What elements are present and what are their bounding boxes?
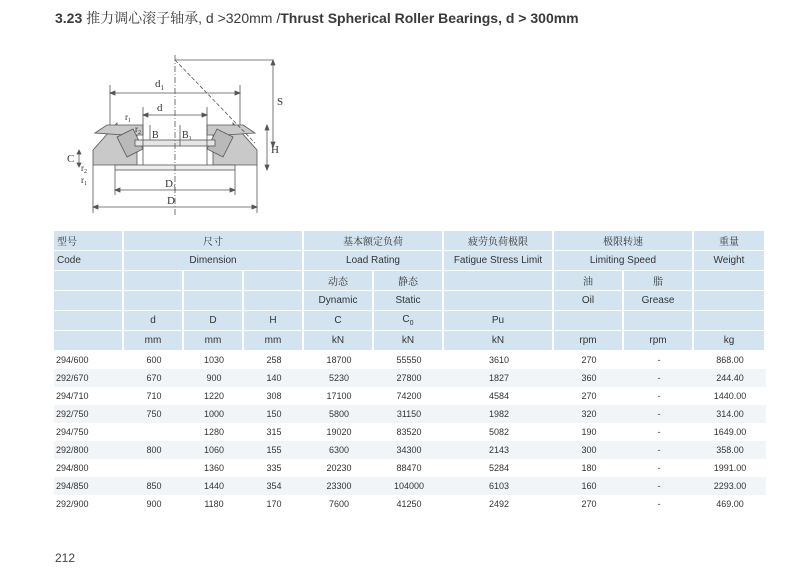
label-r2-bottom: $r_2$ — [81, 163, 87, 175]
table-row — [54, 459, 766, 477]
cell-c0: 31150 — [374, 405, 444, 423]
cell-c: 17100 — [326, 391, 352, 401]
header-static-cn: 静态 — [374, 271, 444, 291]
cell-code: 294/800 — [56, 463, 89, 473]
cell-d: 900 — [146, 499, 162, 509]
header-blank — [124, 291, 184, 311]
section-number: 3.23 — [55, 10, 83, 26]
header-blank — [184, 271, 244, 291]
label-r2-top: $r_2$ — [135, 124, 141, 136]
cell-c: 18700 — [326, 355, 352, 365]
bearing-cross-section-drawing — [55, 45, 295, 220]
cell-oil: 300 — [554, 441, 624, 459]
cell-grease: - — [624, 405, 694, 423]
cell-d: 800 — [124, 441, 184, 459]
header-blank — [694, 311, 766, 331]
unit-d: mm — [124, 331, 184, 351]
table-row — [54, 495, 766, 513]
cell-oil: 270 — [581, 499, 597, 509]
label-H: H — [271, 144, 279, 156]
cell-pu: 5082 — [488, 427, 510, 437]
cell-d: 1030 — [203, 355, 225, 365]
unit-oil: rpm — [554, 331, 624, 351]
cell-code: 292/800 — [54, 441, 124, 459]
cell-weight: 244.40 — [694, 369, 766, 387]
cell-oil: 160 — [554, 477, 624, 495]
header-weight-cn: 重量 — [694, 231, 766, 251]
cell-pu: 6103 — [444, 477, 554, 495]
cell-c: 7600 — [328, 499, 350, 509]
header-blank — [444, 291, 554, 311]
header-blank — [54, 291, 124, 311]
cell-oil: 190 — [581, 427, 597, 437]
cell-d: 850 — [124, 477, 184, 495]
table-row — [54, 477, 766, 495]
cell-oil: 320 — [554, 405, 624, 423]
cell-h: 150 — [244, 405, 304, 423]
cell-oil: 360 — [554, 369, 624, 387]
unit-grease: rpm — [624, 331, 694, 351]
title-condition: d >320mm / — [205, 10, 281, 26]
cell-h: 308 — [266, 391, 282, 401]
table-row — [54, 369, 766, 387]
cell-d: 750 — [124, 405, 184, 423]
cell-weight: 358.00 — [694, 441, 766, 459]
cell-grease: - — [657, 427, 661, 437]
label-D: D — [167, 195, 175, 207]
cell-c0: 74200 — [396, 391, 422, 401]
cell-d: 1440 — [184, 477, 244, 495]
cell-d — [124, 423, 184, 441]
cell-grease: - — [624, 369, 694, 387]
cell-c0: 41250 — [396, 499, 422, 509]
table-row — [54, 441, 766, 459]
cell-c: 5800 — [304, 405, 374, 423]
header-speed-cn: 极限转速 — [554, 231, 694, 251]
cell-c0: 27800 — [374, 369, 444, 387]
label-S: S — [277, 96, 284, 108]
unit-Pu: kN — [444, 331, 554, 351]
cell-d: 1000 — [184, 405, 244, 423]
header-blank — [54, 311, 124, 331]
header-oil: Oil — [554, 291, 624, 311]
cell-d — [124, 459, 184, 477]
cell-c0: 88470 — [396, 463, 422, 473]
cell-code: 292/900 — [56, 499, 89, 509]
header-blank — [54, 271, 124, 291]
header-symbol-D: D — [184, 311, 244, 331]
header-blank — [694, 271, 766, 291]
cell-grease: - — [624, 441, 694, 459]
page-number: 212 — [55, 551, 76, 565]
header-fatigue: Fatigue Stress Limit — [444, 251, 554, 271]
unit-H: mm — [244, 331, 304, 351]
header-symbol-C0: $C_0$ — [374, 311, 444, 331]
label-B: B — [152, 130, 159, 141]
cell-h: 315 — [266, 427, 282, 437]
table-row — [54, 405, 766, 423]
header-symbol-Pu: Pu — [444, 311, 554, 331]
header-load-rating: Load Rating — [304, 251, 444, 271]
header-blank — [624, 311, 694, 331]
header-row-chinese — [54, 231, 766, 251]
title-english: Thrust Spherical Roller Bearings, d > 300mm — [280, 10, 579, 26]
cell-c: 23300 — [304, 477, 374, 495]
header-weight: Weight — [694, 251, 766, 271]
cell-weight: 314.00 — [694, 405, 766, 423]
cell-pu: 2492 — [488, 499, 510, 509]
cell-d: 1360 — [203, 463, 225, 473]
cell-d: 1180 — [204, 499, 224, 509]
cell-grease: - — [657, 463, 661, 473]
cell-code: 294/600 — [56, 355, 89, 365]
header-row-english — [54, 251, 766, 271]
header-row-symbols — [54, 311, 766, 331]
cell-c0: 55550 — [396, 355, 422, 365]
cell-d: 900 — [184, 369, 244, 387]
header-grease-cn: 脂 — [624, 271, 694, 291]
bearing-spec-table — [54, 231, 766, 513]
header-blank — [184, 291, 244, 311]
unit-C0: kN — [374, 331, 444, 351]
label-D1: $D_1$ — [165, 178, 177, 192]
header-symbol-C: C — [304, 311, 374, 331]
cell-weight: 1649.00 — [713, 427, 747, 437]
table-row — [54, 351, 766, 369]
cell-c: 19020 — [326, 427, 352, 437]
cell-pu: 2143 — [444, 441, 554, 459]
header-blank — [124, 271, 184, 291]
label-d: d — [157, 102, 163, 114]
header-model-cn: 型号 — [54, 231, 124, 251]
cell-oil: 270 — [581, 391, 597, 401]
header-load-rating-cn: 基本额定负荷 — [304, 231, 444, 251]
header-blank — [694, 291, 766, 311]
cell-grease: - — [624, 477, 694, 495]
cell-c: 5230 — [304, 369, 374, 387]
cell-code: 294/750 — [56, 427, 89, 437]
cell-c0: 104000 — [374, 477, 444, 495]
cell-weight: 469.00 — [716, 499, 744, 509]
label-r1-top: $r_1$ — [125, 112, 131, 124]
cell-code: 292/670 — [54, 369, 124, 387]
cell-pu: 3610 — [488, 355, 510, 365]
cell-pu: 1982 — [444, 405, 554, 423]
cell-code: 292/750 — [54, 405, 124, 423]
header-grease: Grease — [624, 291, 694, 311]
cell-d: 670 — [124, 369, 184, 387]
header-blank — [554, 311, 624, 331]
cell-code: 294/850 — [54, 477, 124, 495]
header-blank — [444, 271, 554, 291]
cell-d: 600 — [146, 355, 162, 365]
cell-c0: 83520 — [396, 427, 422, 437]
label-C: C — [67, 153, 75, 165]
cell-pu: 1827 — [444, 369, 554, 387]
title-chinese: 推力调心滚子轴承, — [86, 10, 203, 26]
label-d1: $d_1$ — [155, 78, 164, 92]
cell-c: 6300 — [304, 441, 374, 459]
label-r1-bottom: $r_1$ — [81, 175, 87, 187]
unit-D: mm — [184, 331, 244, 351]
cell-weight: 1991.00 — [713, 463, 747, 473]
header-symbol-d: d — [124, 311, 184, 331]
cell-d: 1060 — [184, 441, 244, 459]
label-B1: $B_1$ — [182, 130, 192, 142]
unit-weight: kg — [694, 331, 766, 351]
cell-d: 710 — [146, 391, 162, 401]
cell-pu: 5284 — [488, 463, 510, 473]
header-row-sub-english — [54, 291, 766, 311]
table-row — [54, 387, 766, 405]
header-blank — [244, 271, 304, 291]
cell-h: 354 — [244, 477, 304, 495]
cell-h: 258 — [266, 355, 282, 365]
unit-C: kN — [304, 331, 374, 351]
cell-h: 140 — [244, 369, 304, 387]
cell-h: 155 — [244, 441, 304, 459]
cell-grease: - — [657, 355, 661, 365]
cell-oil: 270 — [581, 355, 597, 365]
cell-weight: 1440.00 — [713, 391, 747, 401]
cell-c: 20230 — [326, 463, 352, 473]
header-row-units — [54, 331, 766, 351]
cell-d: 1280 — [203, 427, 225, 437]
header-oil-cn: 油 — [554, 271, 624, 291]
cell-c0: 34300 — [374, 441, 444, 459]
header-blank — [244, 291, 304, 311]
cell-code: 294/710 — [56, 391, 89, 401]
header-fatigue-cn: 疲劳负荷极限 — [444, 231, 554, 251]
table-body — [54, 351, 766, 513]
cell-weight: 868.00 — [716, 355, 744, 365]
header-dynamic-cn: 动态 — [304, 271, 374, 291]
header-dimension-cn: 尺寸 — [124, 231, 304, 251]
header-speed: Limiting Speed — [554, 251, 694, 271]
header-blank — [54, 331, 124, 351]
page-title — [55, 8, 579, 28]
table-row — [54, 423, 766, 441]
cell-h: 170 — [266, 499, 282, 509]
cell-oil: 180 — [581, 463, 597, 473]
header-row-sub-chinese — [54, 271, 766, 291]
cell-grease: - — [657, 499, 661, 509]
header-dimension: Dimension — [124, 251, 304, 271]
header-symbol-H: H — [244, 311, 304, 331]
cell-grease: - — [657, 391, 661, 401]
header-code: Code — [54, 251, 124, 271]
cell-d: 1220 — [203, 391, 225, 401]
header-static: Static — [374, 291, 444, 311]
cell-h: 335 — [266, 463, 282, 473]
header-dynamic: Dynamic — [304, 291, 374, 311]
cell-pu: 4584 — [488, 391, 510, 401]
cell-weight: 2293.00 — [694, 477, 766, 495]
